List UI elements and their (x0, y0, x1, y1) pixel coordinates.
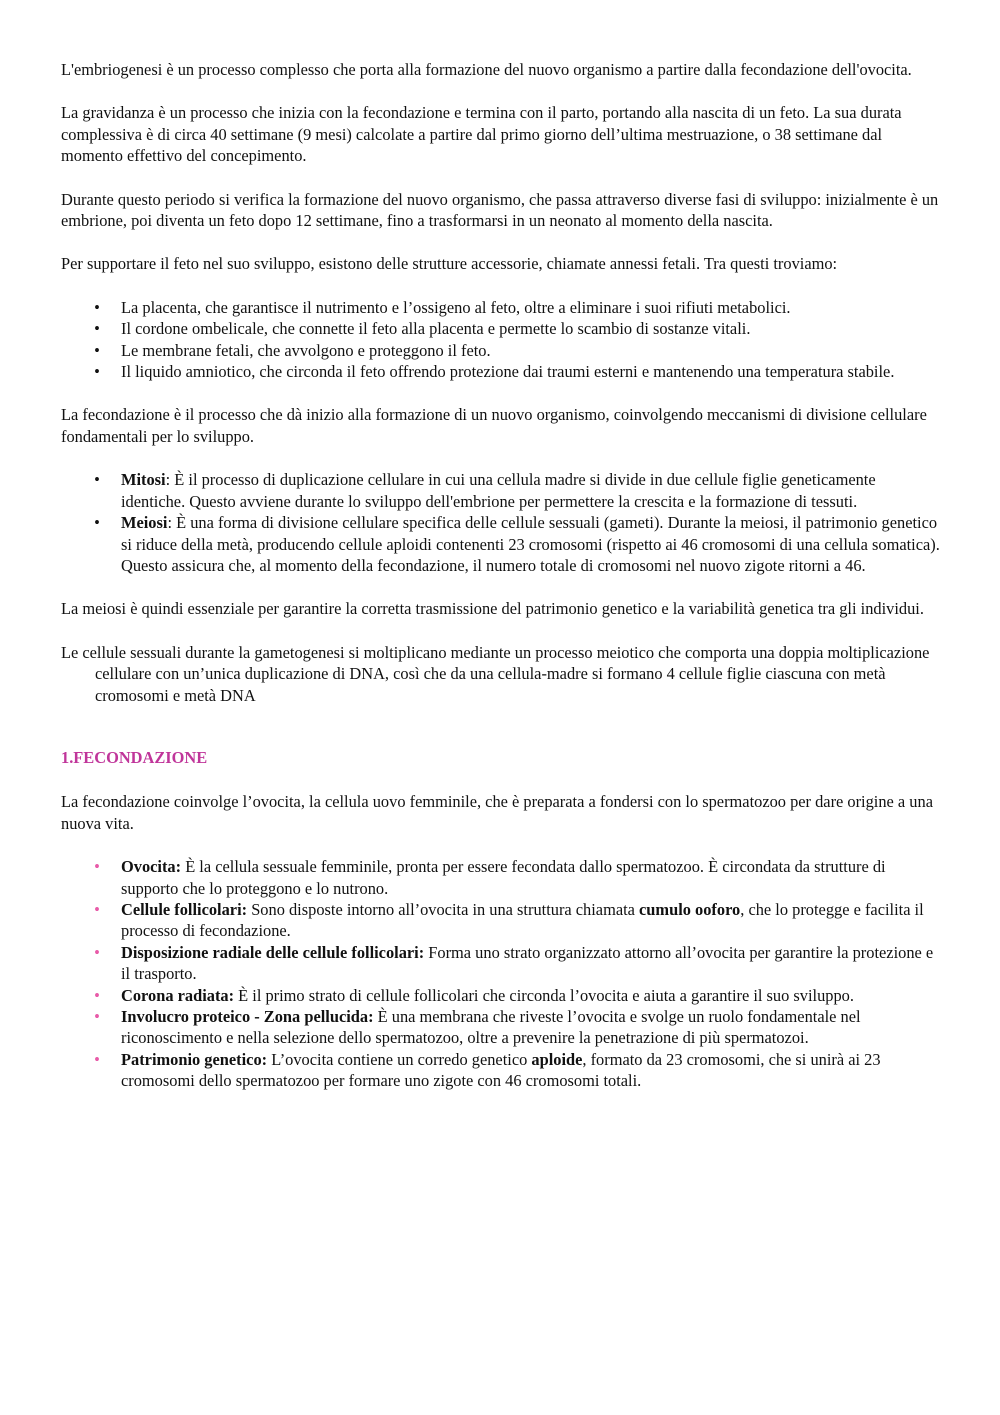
list-item: • La placenta, che garantisce il nutrimento e l’ossigeno al feto, oltre a eliminare i suoi rifiuti metabolici. (121, 297, 942, 318)
list-item-cellule-follicolari: • Cellule follicolari: Sono disposte intorno all’ovocita in una struttura chiamata cumulo ooforo, che lo protegge e facilita il processo di fecondazione. (121, 899, 942, 942)
intro-paragraph-sviluppo: Durante questo periodo si verifica la formazione del nuovo organismo, che passa attraverso diverse fasi di sviluppo: inizialmente è un embrione, poi diventa un feto dopo 12 settimane, fino a trasformarsi in un neonato al momento della nascita. (61, 189, 939, 231)
division-intro-paragraph: La fecondazione è il processo che dà inizio alla formazione di un nuovo organismo, coinvolgendo meccanismi di divisione cellulare fondamentali per lo sviluppo. (61, 405, 927, 446)
list-item: • Il liquido amniotico, che circonda il feto offrendo protezione dai traumi esterni e mantenendo una temperatura stabile. (121, 361, 942, 382)
bullet-icon: • (94, 942, 100, 962)
bullet-icon: • (94, 297, 100, 317)
list-item-patrimonio-genetico: • Patrimonio genetico: L’ovocita contiene un corredo genetico aploide, formato da 23 cromosomi, che si unirà ai 23 cromosomi dello spermatozoo per formare uno zigote con 46 cromosomi totali. (121, 1049, 942, 1092)
bullet-icon: • (94, 470, 100, 490)
bullet-icon: • (94, 857, 100, 877)
section-title: 1.FECONDAZIONE (61, 747, 208, 767)
bullet-icon: • (94, 319, 100, 339)
bullet-icon: • (94, 985, 100, 1005)
term-meiosi: Meiosi (121, 513, 168, 533)
list-item: • Il cordone ombelicale, che connette il feto alla placenta e permette lo scambio di sostanze vitali. (121, 318, 942, 339)
bullet-icon: • (94, 1007, 100, 1026)
fecondazione-list (61, 856, 942, 1091)
gametogenesi-paragraph: Le cellule sessuali durante la gametogenesi si moltiplicano mediante un processo meiotico che comporta una doppia moltiplicazione cellulare con un’unica duplicazione di DNA, così che da una cellula-madre si formano 4 cellule figlie ciascuna con metà cromosomi e metà DNA (61, 642, 930, 705)
division-list (61, 469, 942, 576)
intro-paragraph-annessi: Per supportare il feto nel suo sviluppo, esistono delle strutture accessorie, chiamate annessi fetali. Tra questi troviamo: (61, 254, 838, 274)
list-item-mitosi: • Mitosi: È il processo di duplicazione cellulare in cui una cellula madre si divide in due cellule figlie geneticamente identiche. Questo avviene durante lo sviluppo dell'embrione per permettere la crescita e la formazione di tessuti. (121, 469, 942, 512)
bullet-icon: • (94, 513, 100, 533)
intro-paragraph-gravidanza: La gravidanza è un processo che inizia con la fecondazione e termina con il parto, portando alla nascita di un feto. La sua durata complessiva è di circa 40 settimane (9 mesi) calcolate a partire dal primo giorno dell’ultima mestruazione, o 38 settimane dal momento effettivo del concepimento. (61, 103, 902, 166)
list-item-corona-radiata: • Corona radiata: È il primo strato di cellule follicolari che circonda l’ovocita e aiuta a garantire il suo sviluppo. (121, 985, 942, 1006)
bullet-icon: • (94, 899, 100, 919)
list-item-ovocita: • Ovocita: È la cellula sessuale femminile, pronta per essere fecondata dallo spermatozoo. È circondata da strutture di supporto che lo proteggono e lo nutrono. (121, 856, 942, 899)
term-mitosi: Mitosi (121, 470, 166, 490)
list-item-meiosi: • Meiosi: È una forma di divisione cellulare specifica delle cellule sessuali (gameti). Durante la meiosi, il patrimonio genetico si riduce della metà, producendo cellule aploidi contenenti 23 cromosomi (rispetto ai 46 cromosomi di una cellula somatica). Questo assicura che, al momento della fecondazione, il numero totale di cromosomi nel nuovo zigote ritorni a 46. (121, 512, 942, 576)
bullet-icon: • (94, 1049, 100, 1069)
fecondazione-intro-paragraph: La fecondazione coinvolge l’ovocita, la cellula uovo femminile, che è preparata a fondersi con lo spermatozoo per dare origine a una nuova vita. (61, 792, 933, 833)
bullet-icon: • (94, 362, 100, 382)
annessi-list (61, 297, 942, 383)
meiosi-paragraph: La meiosi è quindi essenziale per garantire la corretta trasmissione del patrimonio genetico e la variabilità genetica tra gli individui. (61, 599, 924, 619)
bullet-icon: • (94, 340, 100, 360)
list-item: • Le membrane fetali, che avvolgono e proteggono il feto. (121, 340, 942, 361)
list-item-disposizione-radiale: • Disposizione radiale delle cellule follicolari: Forma uno strato organizzato attorno all’ovocita per garantire la protezione e il trasporto. (121, 942, 942, 985)
intro-paragraph-embriogenesi: L'embriogenesi è un processo complesso che porta alla formazione del nuovo organismo a partire dalla fecondazione dell'ovocita. (61, 60, 912, 79)
list-item-zona-pellucida: • Involucro proteico - Zona pellucida: È una membrana che riveste l’ovocita e svolge un ruolo fondamentale nel riconoscimento e nella selezione dello spermatozoo, oltre a prevenire la penetrazione di più spermatozoi. (121, 1006, 942, 1049)
